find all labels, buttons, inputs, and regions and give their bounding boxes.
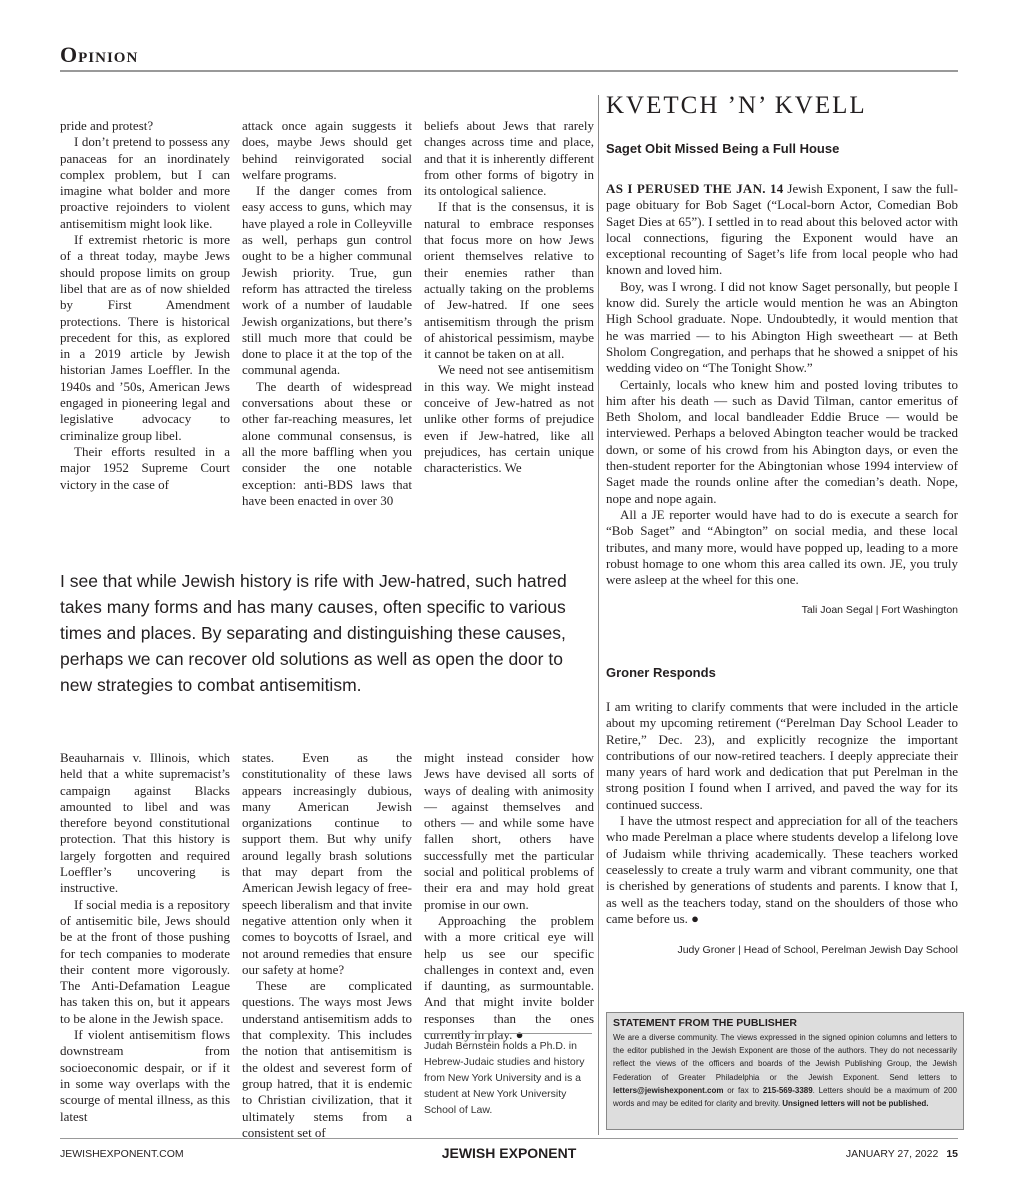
letter-2-title: Groner Responds	[606, 665, 716, 680]
article-paragraph: attack once again suggests it does, maybe Jews should get behind reinvigorated social welfare programs.	[242, 118, 412, 182]
article-paragraph: beliefs about Jews that rarely changes across time and place, and that it is inherently different from other forms of bigotry in its ontological salience.	[424, 118, 594, 199]
letter-2-paragraph: I have the utmost respect and appreciation for all of the teachers who made Perelman a place where students develop a lifelong love of Judaism while thriving academically. These teachers worked ceaselessly to create a truly warm and vibrant community, one that is cherished by generations of students and parents. I know that I, as well as the teachers today, stand on the shoulders of those who came before us. ●	[606, 813, 958, 926]
article-paragraph: Beauharnais v. Illinois, which held that a white supremacist’s campaign against Blacks amounted to libel and was therefore beyond constitutional protection. That this history is largely forgotten and required Loeffler’s uncovering is instructive.	[60, 750, 230, 896]
section-heading: Opinion	[60, 42, 139, 67]
page-number: 15	[946, 1148, 958, 1160]
publisher-text-1: We are a diverse community. The views expressed in the signed opinion columns and letters to the editor published in the Jewish Exponent are those of the authors. They do not necessarily reflect the views of the officers and boards of the Jewish Publishing Group, the Jewish Federation of Greater Philadelphia or the Jewish Exponent. Send letters to	[613, 1033, 957, 1082]
article-paragraph: If that is the consensus, it is natural to embrace responses that focus more on how Jews orient themselves relative to their enemies rather than actually taking on the problems of Jew-hatred. If one sees antisemitism through the prism of ahistorical pessimism, maybe it cannot be taken on at all.	[424, 199, 594, 362]
article-paragraph: If extremist rhetoric is more of a threat today, maybe Jews should propose limits on group libel that are as of now shielded by First Amendment protections. There is historical precedent for this, as explored in a 2019 article by Jewish historian James Loeffler. In the 1940s and ’50s, American Jews engaged in pioneering legal and legislative advocacy to criminalize group libel.	[60, 232, 230, 443]
letter-1-paragraph: Certainly, locals who knew him and posted loving tributes to him after his death — such as David Tilman, cantor emeritus of Beth Sholom, and local bandleader Eddie Bruce — would be interviewed. Perhaps a beloved Abington teacher would be tracked down, or some of his crowd from his Abington days, or even the then-student reporter for the Abingtonian whose 1994 interview of Saget made the rounds online after the comedian’s death. Nope, nope and nope again.	[606, 376, 958, 506]
letter-1-paragraph: All a JE reporter would have had to do is execute a search for “Bob Saget” and “Abington” on social media, and these local tributes, and many more, would have popped up, leading to a more robust homage to one whom this area called its own. JE, you truly were asleep at the wheel for this one.	[606, 506, 958, 588]
article-column-3-top	[424, 118, 594, 510]
article-column-1-top	[60, 118, 230, 510]
article-paragraph: pride and protest?	[60, 118, 154, 133]
author-bio: Judah Bernstein holds a Ph.D. in Hebrew-Judaic studies and history from New York University and is a student at New York University School of Law.	[424, 1040, 585, 1116]
letter-2-body	[606, 699, 958, 927]
article-column-2-top	[242, 118, 412, 510]
article-paragraph: If the danger comes from easy access to guns, which may have played a role in Colleyville as well, perhaps gun control ought to be a higher communal Jewish priority. True, gun reform has attracted the tireless work of a number of laudable Jewish organizations, but there’s still much more that could be done to place it at the top of the communal agenda.	[242, 183, 412, 378]
footer-publication: JEWISH EXPONENT	[441, 1145, 577, 1161]
article-column-1-bottom	[60, 750, 230, 1122]
article-paragraph: I don’t pretend to possess any panaceas for an inordinately complex problem, but I can imagine what bolder and more proactive rejoinders to violent antisemitism might look like.	[60, 134, 230, 231]
letter-2-paragraph: I am writing to clarify comments that were included in the article about my upcoming retirement (“Perelman Day School Leader to Retire,” Dec. 23), and explicitly recognize the important contributions of our now-retired teachers. I deeply appreciate their many years of hard work and dedication that put Perelman in the strong position I found when I arrived, and paved the way for its continued success.	[606, 699, 958, 812]
publisher-statement-box	[606, 1012, 964, 1130]
publisher-text-3: . Letters should be a maximum of 200 words and may be edited for clarity and brevity.	[613, 1085, 957, 1109]
article-paragraph: The dearth of widespread conversations about these or other far-reaching measures, let alone communal consensus, is all the more baffling when you consider the one notable exception: anti-BDS laws that have been enacted in over 30	[242, 378, 412, 508]
footer-rule	[60, 1138, 958, 1139]
letter-1-paragraph: Boy, was I wrong. I did not know Saget personally, but people I know did. Surely the article would mention he was an Abington High School graduate. Nope. Undoubtedly, it would mention that he was married — to his Abington High sweetheart — at Beth Sholom Congregation, and perhaps that he showed a snippet of his wedding video on “The Tonight Show.”	[606, 278, 958, 376]
footer-date-page	[846, 1148, 958, 1160]
publisher-fax: 215-569-3389	[762, 1085, 813, 1095]
article-paragraph: Approaching the problem with a more critical eye will help us see our specific challenges in context and, even if daunting, as surmountable. And that might invite bolder responses than the ones currently in play. ●	[424, 912, 594, 1043]
letter-1-first-text: Jewish Exponent, I saw the full-page obituary for Bob Saget (“Local-born Actor, Comedian Bob Saget Dies at 65”). I settled in to read about this beloved actor with local connections, figuring the Exponent would have an exceptional recounting of Saget’s life from local people who had known and loved him.	[606, 181, 958, 278]
article-paragraph: These are complicated questions. The ways most Jews understand antisemitism adds to that complexity. This includes the notion that antisemitism is the oldest and severest form of group hatred, that it is endemic to Christian civilization, that it ultimately stems from a consistent set of	[242, 978, 412, 1140]
pull-quote: I see that while Jewish history is rife with Jew-hatred, such hatred takes many forms and has many causes, often specific to various times and places. By separating and distinguishing these causes, perhaps we can recover old solutions as well as open the door to new strategies to combat antisemitism.	[60, 571, 567, 695]
bio-rule	[424, 1033, 592, 1034]
letter-1-paragraph	[606, 181, 958, 279]
article-column-2-bottom	[242, 750, 412, 1140]
letter-1-signature: Tali Joan Segal | Fort Washington	[801, 604, 958, 616]
article-paragraph: might instead consider how Jews have devised all sorts of ways of dealing with animosity — against themselves and others — and while some have fallen short, others have successfully met the particular social and political problems of their era and may hold great promise in our own.	[424, 750, 594, 912]
publisher-email: letters@jewishexponent.com	[613, 1085, 724, 1095]
article-paragraph: Their efforts resulted in a major 1952 Supreme Court victory in the case of	[60, 443, 230, 492]
letter-2-signature: Judy Groner | Head of School, Perelman Jewish Day School	[677, 944, 958, 956]
article-paragraph: If violent antisemitism flows downstream from socioeconomic despair, or if it in some way overlaps with the scourge of mental illness, as this latest	[60, 1027, 230, 1124]
letter-1-lead: AS I PERUSED THE JAN. 14	[606, 181, 784, 196]
header-rule	[60, 70, 958, 72]
article-paragraph: states. Even as the constitutionality of these laws appears increasingly dubious, many American Jewish organizations continue to support them. But why unify around legally brash solutions that may depart from the American Jewish legacy of free-speech liberalism and that invite negative attention only when it comes to boycotts of Israel, and not around remedies that ensure our safety at home?	[242, 750, 412, 977]
column-divider	[598, 95, 599, 1135]
footer-date: JANUARY 27, 2022	[845, 1148, 939, 1160]
letter-1-body	[606, 181, 958, 588]
publisher-statement-body	[613, 1031, 957, 1110]
article-paragraph: We need not see antisemitism in this way. We might instead conceive of Jew-hatred as not unlike other forms of prejudice even if Jew-hatred, like all prejudices, has certain unique characteristics. We	[424, 362, 594, 476]
publisher-text-2: or fax to	[723, 1085, 763, 1095]
article-paragraph: If social media is a repository of antisemitic bile, Jews should be at the front of those pushing for tech companies to moderate their content more vigorously. The Anti-Defamation League has taken this on, but it appears to be alone in the Jewish space.	[60, 896, 230, 1026]
article-column-3-bottom	[424, 750, 594, 1043]
letter-1-title: Saget Obit Missed Being a Full House	[606, 141, 840, 156]
publisher-bold-note: Unsigned letters will not be published.	[782, 1099, 929, 1109]
letters-section-title: KVETCH ’N’ KVELL	[606, 92, 867, 119]
footer-website: JEWISHEXPONENT.COM	[60, 1148, 184, 1160]
publisher-statement-heading: STATEMENT FROM THE PUBLISHER	[613, 1017, 797, 1029]
